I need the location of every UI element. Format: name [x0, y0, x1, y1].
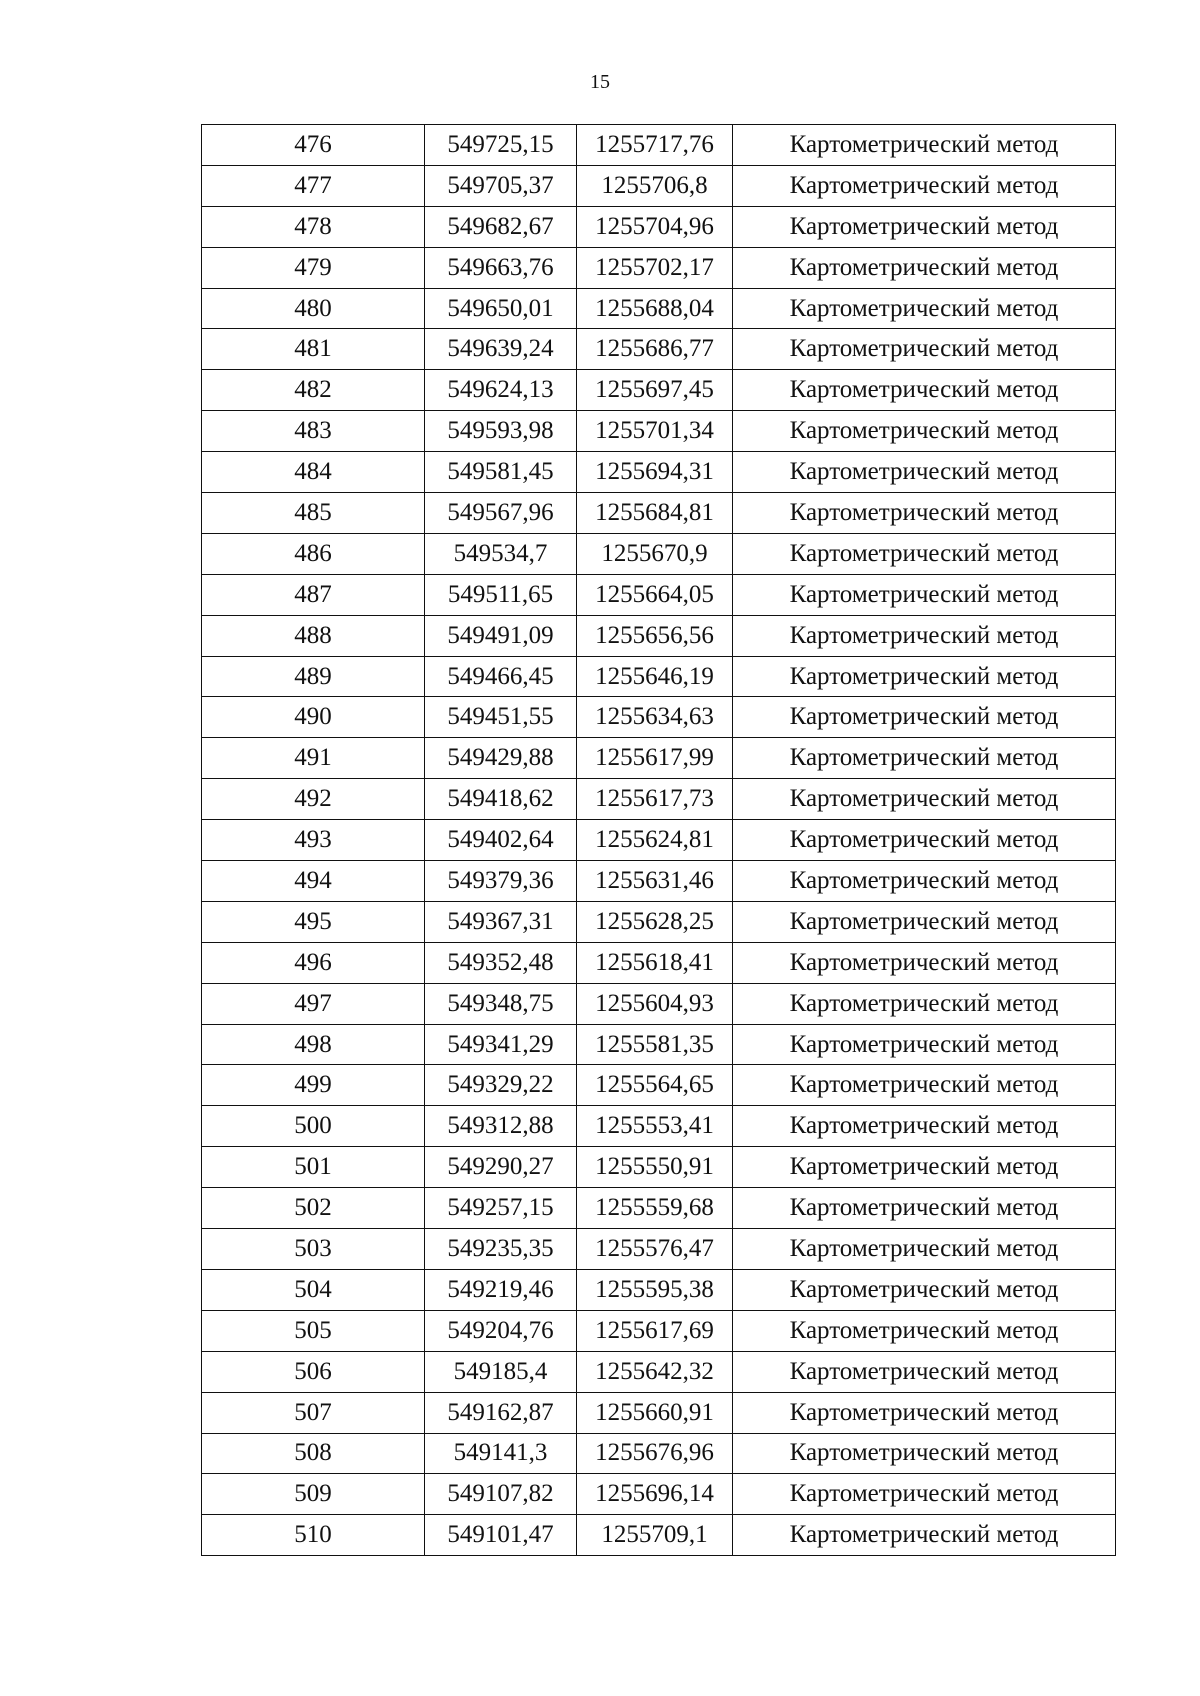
y-coordinate-cell: 1255617,69: [577, 1310, 733, 1351]
x-coordinate-cell: 549101,47: [425, 1515, 577, 1556]
x-coordinate-cell: 549107,82: [425, 1474, 577, 1515]
y-coordinate-cell: 1255656,56: [577, 615, 733, 656]
point-number-cell: 500: [202, 1106, 425, 1147]
table-row: [202, 820, 1116, 861]
method-cell: Картометрический метод: [733, 656, 1116, 697]
point-number-cell: 477: [202, 165, 425, 206]
x-coordinate-cell: 549185,4: [425, 1351, 577, 1392]
y-coordinate-cell: 1255670,9: [577, 533, 733, 574]
method-cell: Картометрический метод: [733, 1229, 1116, 1270]
x-coordinate-cell: 549204,76: [425, 1310, 577, 1351]
y-coordinate-cell: 1255550,91: [577, 1147, 733, 1188]
x-coordinate-cell: 549367,31: [425, 901, 577, 942]
y-coordinate-cell: 1255701,34: [577, 411, 733, 452]
x-coordinate-cell: 549141,3: [425, 1433, 577, 1474]
method-cell: Картометрический метод: [733, 615, 1116, 656]
table-row: [202, 1147, 1116, 1188]
point-number-cell: 494: [202, 861, 425, 902]
point-number-cell: 507: [202, 1392, 425, 1433]
x-coordinate-cell: 549348,75: [425, 983, 577, 1024]
method-cell: Картометрический метод: [733, 738, 1116, 779]
point-number-cell: 509: [202, 1474, 425, 1515]
method-cell: Картометрический метод: [733, 206, 1116, 247]
point-number-cell: 505: [202, 1310, 425, 1351]
coordinates-table: [201, 124, 1116, 1556]
method-cell: Картометрический метод: [733, 983, 1116, 1024]
table-row: [202, 1351, 1116, 1392]
point-number-cell: 498: [202, 1024, 425, 1065]
y-coordinate-cell: 1255581,35: [577, 1024, 733, 1065]
table-row: [202, 1310, 1116, 1351]
method-cell: Картометрический метод: [733, 1106, 1116, 1147]
x-coordinate-cell: 549491,09: [425, 615, 577, 656]
method-cell: Картометрический метод: [733, 901, 1116, 942]
x-coordinate-cell: 549593,98: [425, 411, 577, 452]
y-coordinate-cell: 1255564,65: [577, 1065, 733, 1106]
point-number-cell: 485: [202, 493, 425, 534]
table-row: [202, 329, 1116, 370]
x-coordinate-cell: 549162,87: [425, 1392, 577, 1433]
method-cell: Картометрический метод: [733, 1351, 1116, 1392]
table-row: [202, 370, 1116, 411]
x-coordinate-cell: 549451,55: [425, 697, 577, 738]
page-number: 15: [590, 71, 610, 93]
point-number-cell: 504: [202, 1269, 425, 1310]
table-row: [202, 861, 1116, 902]
method-cell: Картометрический метод: [733, 1515, 1116, 1556]
x-coordinate-cell: 549581,45: [425, 452, 577, 493]
y-coordinate-cell: 1255696,14: [577, 1474, 733, 1515]
x-coordinate-cell: 549650,01: [425, 288, 577, 329]
method-cell: Картометрический метод: [733, 329, 1116, 370]
method-cell: Картометрический метод: [733, 1065, 1116, 1106]
table-row: [202, 942, 1116, 983]
point-number-cell: 495: [202, 901, 425, 942]
point-number-cell: 503: [202, 1229, 425, 1270]
method-cell: Картометрический метод: [733, 820, 1116, 861]
x-coordinate-cell: 549429,88: [425, 738, 577, 779]
y-coordinate-cell: 1255604,93: [577, 983, 733, 1024]
table-row: [202, 1515, 1116, 1556]
point-number-cell: 492: [202, 779, 425, 820]
y-coordinate-cell: 1255631,46: [577, 861, 733, 902]
x-coordinate-cell: 549235,35: [425, 1229, 577, 1270]
method-cell: Картометрический метод: [733, 370, 1116, 411]
y-coordinate-cell: 1255694,31: [577, 452, 733, 493]
table-row: [202, 574, 1116, 615]
x-coordinate-cell: 549705,37: [425, 165, 577, 206]
point-number-cell: 493: [202, 820, 425, 861]
method-cell: Картометрический метод: [733, 1147, 1116, 1188]
coordinates-table-body: [202, 125, 1116, 1556]
y-coordinate-cell: 1255664,05: [577, 574, 733, 615]
point-number-cell: 508: [202, 1433, 425, 1474]
x-coordinate-cell: 549312,88: [425, 1106, 577, 1147]
table-row: [202, 656, 1116, 697]
y-coordinate-cell: 1255702,17: [577, 247, 733, 288]
x-coordinate-cell: 549639,24: [425, 329, 577, 370]
x-coordinate-cell: 549402,64: [425, 820, 577, 861]
y-coordinate-cell: 1255617,99: [577, 738, 733, 779]
table-row: [202, 697, 1116, 738]
y-coordinate-cell: 1255624,81: [577, 820, 733, 861]
table-row: [202, 247, 1116, 288]
x-coordinate-cell: 549567,96: [425, 493, 577, 534]
method-cell: Картометрический метод: [733, 452, 1116, 493]
method-cell: Картометрический метод: [733, 1024, 1116, 1065]
point-number-cell: 501: [202, 1147, 425, 1188]
point-number-cell: 484: [202, 452, 425, 493]
y-coordinate-cell: 1255559,68: [577, 1188, 733, 1229]
point-number-cell: 510: [202, 1515, 425, 1556]
y-coordinate-cell: 1255618,41: [577, 942, 733, 983]
method-cell: Картометрический метод: [733, 1433, 1116, 1474]
table-row: [202, 1024, 1116, 1065]
y-coordinate-cell: 1255576,47: [577, 1229, 733, 1270]
table-row: [202, 1392, 1116, 1433]
table-row: [202, 1474, 1116, 1515]
method-cell: Картометрический метод: [733, 779, 1116, 820]
table-row: [202, 1188, 1116, 1229]
x-coordinate-cell: 549725,15: [425, 125, 577, 166]
method-cell: Картометрический метод: [733, 1474, 1116, 1515]
point-number-cell: 483: [202, 411, 425, 452]
point-number-cell: 489: [202, 656, 425, 697]
x-coordinate-cell: 549329,22: [425, 1065, 577, 1106]
method-cell: Картометрический метод: [733, 165, 1116, 206]
point-number-cell: 490: [202, 697, 425, 738]
table-row: [202, 1065, 1116, 1106]
x-coordinate-cell: 549418,62: [425, 779, 577, 820]
y-coordinate-cell: 1255634,63: [577, 697, 733, 738]
method-cell: Картометрический метод: [733, 1392, 1116, 1433]
method-cell: Картометрический метод: [733, 1188, 1116, 1229]
x-coordinate-cell: 549466,45: [425, 656, 577, 697]
x-coordinate-cell: 549379,36: [425, 861, 577, 902]
table-row: [202, 779, 1116, 820]
point-number-cell: 481: [202, 329, 425, 370]
x-coordinate-cell: 549682,67: [425, 206, 577, 247]
point-number-cell: 499: [202, 1065, 425, 1106]
method-cell: Картометрический метод: [733, 1310, 1116, 1351]
y-coordinate-cell: 1255709,1: [577, 1515, 733, 1556]
method-cell: Картометрический метод: [733, 1269, 1116, 1310]
method-cell: Картометрический метод: [733, 942, 1116, 983]
y-coordinate-cell: 1255704,96: [577, 206, 733, 247]
table-row: [202, 288, 1116, 329]
x-coordinate-cell: 549352,48: [425, 942, 577, 983]
y-coordinate-cell: 1255697,45: [577, 370, 733, 411]
y-coordinate-cell: 1255688,04: [577, 288, 733, 329]
point-number-cell: 478: [202, 206, 425, 247]
table-row: [202, 983, 1116, 1024]
point-number-cell: 491: [202, 738, 425, 779]
method-cell: Картометрический метод: [733, 125, 1116, 166]
y-coordinate-cell: 1255686,77: [577, 329, 733, 370]
method-cell: Картометрический метод: [733, 247, 1116, 288]
table-row: [202, 411, 1116, 452]
point-number-cell: 482: [202, 370, 425, 411]
table-row: [202, 901, 1116, 942]
table-row: [202, 1229, 1116, 1270]
x-coordinate-cell: 549534,7: [425, 533, 577, 574]
table-row: [202, 452, 1116, 493]
point-number-cell: 502: [202, 1188, 425, 1229]
y-coordinate-cell: 1255642,32: [577, 1351, 733, 1392]
table-row: [202, 533, 1116, 574]
x-coordinate-cell: 549290,27: [425, 1147, 577, 1188]
point-number-cell: 497: [202, 983, 425, 1024]
x-coordinate-cell: 549511,65: [425, 574, 577, 615]
table-row: [202, 165, 1116, 206]
x-coordinate-cell: 549341,29: [425, 1024, 577, 1065]
y-coordinate-cell: 1255660,91: [577, 1392, 733, 1433]
point-number-cell: 487: [202, 574, 425, 615]
x-coordinate-cell: 549624,13: [425, 370, 577, 411]
point-number-cell: 486: [202, 533, 425, 574]
table-row: [202, 206, 1116, 247]
point-number-cell: 496: [202, 942, 425, 983]
method-cell: Картометрический метод: [733, 697, 1116, 738]
table-row: [202, 738, 1116, 779]
point-number-cell: 480: [202, 288, 425, 329]
point-number-cell: 479: [202, 247, 425, 288]
method-cell: Картометрический метод: [733, 288, 1116, 329]
table-row: [202, 493, 1116, 534]
y-coordinate-cell: 1255684,81: [577, 493, 733, 534]
method-cell: Картометрический метод: [733, 861, 1116, 902]
x-coordinate-cell: 549663,76: [425, 247, 577, 288]
point-number-cell: 506: [202, 1351, 425, 1392]
y-coordinate-cell: 1255617,73: [577, 779, 733, 820]
y-coordinate-cell: 1255646,19: [577, 656, 733, 697]
y-coordinate-cell: 1255706,8: [577, 165, 733, 206]
y-coordinate-cell: 1255595,38: [577, 1269, 733, 1310]
table-row: [202, 615, 1116, 656]
y-coordinate-cell: 1255553,41: [577, 1106, 733, 1147]
method-cell: Картометрический метод: [733, 493, 1116, 534]
y-coordinate-cell: 1255676,96: [577, 1433, 733, 1474]
method-cell: Картометрический метод: [733, 574, 1116, 615]
x-coordinate-cell: 549219,46: [425, 1269, 577, 1310]
y-coordinate-cell: 1255628,25: [577, 901, 733, 942]
point-number-cell: 476: [202, 125, 425, 166]
y-coordinate-cell: 1255717,76: [577, 125, 733, 166]
table-row: [202, 1106, 1116, 1147]
point-number-cell: 488: [202, 615, 425, 656]
table-row: [202, 1269, 1116, 1310]
method-cell: Картометрический метод: [733, 411, 1116, 452]
table-row: [202, 1433, 1116, 1474]
method-cell: Картометрический метод: [733, 533, 1116, 574]
x-coordinate-cell: 549257,15: [425, 1188, 577, 1229]
table-row: [202, 125, 1116, 166]
